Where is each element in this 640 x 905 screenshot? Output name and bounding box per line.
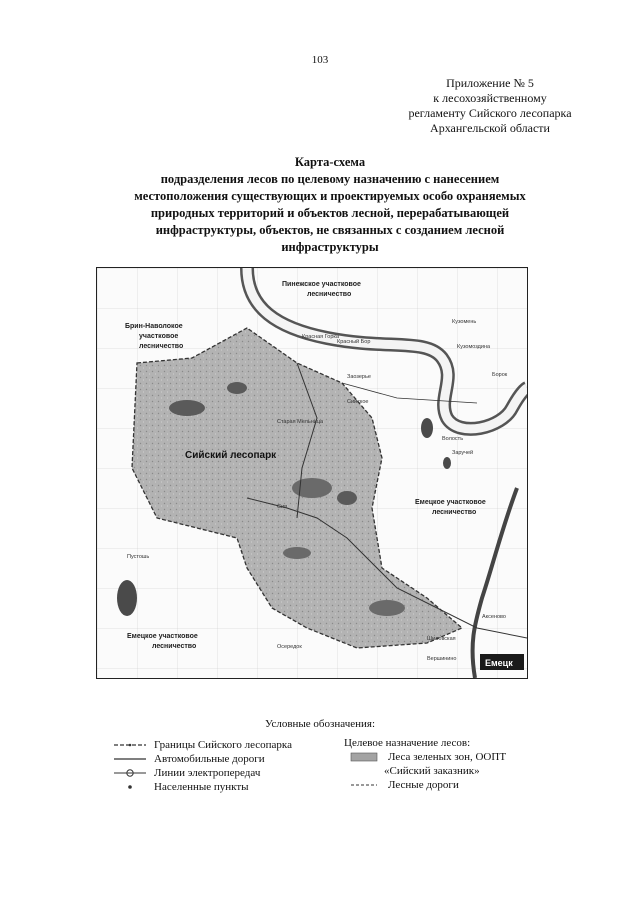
appendix-header [360, 76, 620, 136]
place-label: Аксеново [482, 614, 506, 620]
forest-patch [337, 491, 357, 505]
city-label: Емецк [485, 658, 513, 668]
legend-label: Леса зеленых зон, ООПТ [388, 751, 507, 763]
title-line: инфраструктуры [281, 240, 379, 254]
legend-item [106, 738, 292, 752]
appendix-line: Архангельской области [430, 121, 550, 135]
lake [117, 580, 137, 616]
title-line: местоположения существующих и проектируемых особо охраняемых [134, 189, 526, 203]
title-line: подразделения лесов по целевому назначению с нанесением [160, 172, 500, 186]
appendix-line: регламенту Сийского лесопарка [408, 106, 572, 120]
place-label: Сийское [347, 399, 369, 405]
forest-patch [369, 600, 405, 616]
green-zone-symbol-icon [340, 750, 388, 764]
forest-road-symbol-icon [340, 778, 388, 792]
legend-right [340, 736, 506, 792]
legend-label: Автомобильные дороги [154, 753, 265, 765]
region-label-brin-navolok: Брин-Наволокое [125, 323, 183, 330]
settlement-symbol-icon [106, 780, 154, 794]
place-label: Пустошь [127, 554, 150, 560]
region-label-pinezhsky: лесничество [307, 291, 352, 298]
legend-title: Условные обозначения: [264, 718, 376, 730]
region-label-emetsk-east: Емецкое участковое [415, 499, 486, 506]
legend-label: Границы Сийского лесопарка [154, 739, 292, 751]
forest-map [96, 267, 528, 679]
legend-item [106, 780, 292, 794]
lake [443, 457, 451, 469]
title-line: инфраструктуры, объектов, не связанных с созданием лесной [155, 223, 505, 237]
forest-patch [292, 478, 332, 498]
appendix-line: к лесохозяйственному [433, 91, 547, 105]
legend-label: Линии электропередач [154, 767, 261, 779]
region-label-emetsk-south: Емецкое участковое [127, 633, 198, 640]
place-label: Сия [277, 504, 288, 510]
legend-label: Населенные пункты [154, 781, 249, 793]
boundary-symbol-icon [106, 738, 154, 752]
legend-item [340, 778, 506, 792]
document-title [80, 154, 580, 256]
title-line: природных территорий и объектов лесной, перерабатывающей [150, 206, 510, 220]
place-label: Заозерье [347, 374, 371, 380]
legend-label: «Сийский заказник» [384, 765, 480, 777]
region-label-brin-navolok: лесничество [139, 343, 184, 350]
powerline-symbol-icon [106, 766, 154, 780]
lake [421, 418, 433, 438]
place-label: Кузомень [452, 319, 477, 325]
forest-patch [283, 547, 311, 559]
legend-left [106, 738, 292, 794]
appendix-number: Приложение № 5 [446, 76, 534, 90]
region-label-pinezhsky: Пинежское участковое [282, 281, 361, 288]
legend-item [384, 764, 506, 778]
forest-patch [227, 382, 247, 394]
place-label: Старая Мельница [277, 419, 324, 425]
page-number: 103 [311, 54, 329, 66]
place-label: Кузомоздина [457, 344, 491, 350]
place-label: Борок [492, 372, 508, 378]
map-canvas [97, 268, 527, 678]
place-label: Заручей [452, 450, 474, 456]
legend-item [340, 750, 506, 764]
place-label: Волость [442, 436, 464, 442]
legend-item [106, 752, 292, 766]
region-label-emetsk-south: лесничество [152, 643, 197, 650]
region-label-brin-navolok: участковое [139, 333, 179, 340]
legend-item [106, 766, 292, 780]
place-label: Шиловская [427, 636, 456, 642]
title-heading: Карта-схема [294, 155, 366, 169]
legend-label: Лесные дороги [388, 779, 459, 791]
legend-heading: Целевое назначение лесов: [344, 737, 471, 749]
place-label: Вершинино [427, 656, 457, 662]
place-label: Красный Бор [337, 339, 371, 345]
region-label-emetsk-east: лесничество [432, 509, 477, 516]
forest-patch [169, 400, 205, 416]
road-symbol-icon [106, 752, 154, 766]
place-label: Осередок [277, 644, 302, 650]
region-label-siysky: Сийский лесопарк [185, 450, 277, 461]
place-label: Красная Горка [302, 334, 339, 340]
